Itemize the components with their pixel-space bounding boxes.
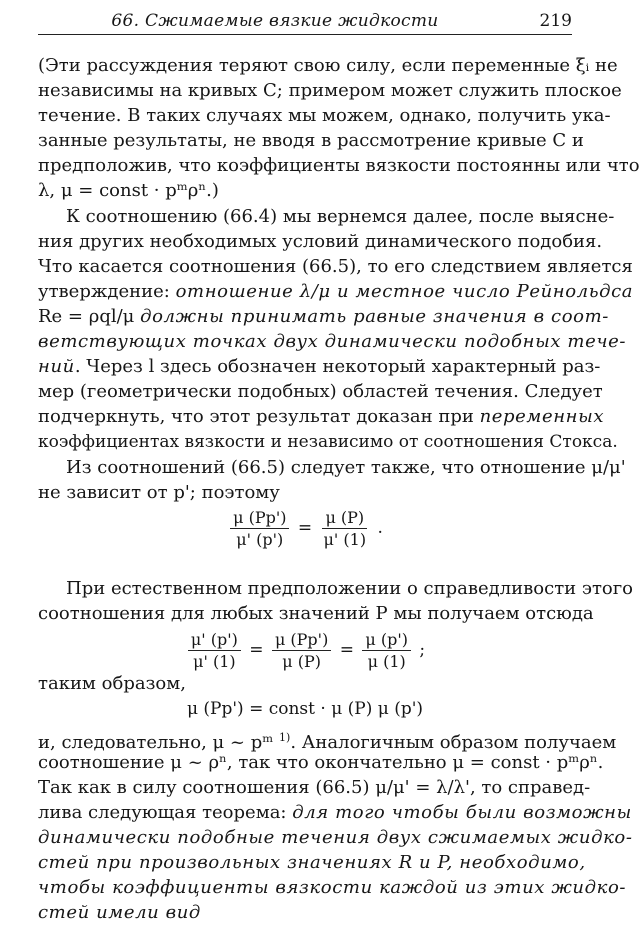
text-span: . Аналогичным образом получаем xyxy=(290,732,617,753)
page-header xyxy=(38,8,572,35)
text-line: занные результаты, не вводя в рассмотрение кривые C и xyxy=(38,130,584,151)
fraction xyxy=(230,508,289,549)
text-span: и, следовательно, μ ~ pᵐ xyxy=(38,732,280,753)
fraction xyxy=(272,630,331,671)
text-span: Re = ρql/μ xyxy=(38,306,141,327)
text-line xyxy=(38,801,632,825)
equation: μ (Pp') = const · μ (P) μ (p') xyxy=(186,699,424,719)
emphasis-text: переменных xyxy=(479,406,605,427)
text-line: К соотношению (66.4) мы вернемся далее, после выясне- xyxy=(66,206,615,227)
equation xyxy=(38,630,572,671)
numerator: μ (p') xyxy=(362,630,411,651)
theorem-text: стей при произвольных значениях R и P, необходимо, xyxy=(38,852,586,873)
numerator: μ (P) xyxy=(322,508,367,529)
equals-sign: = xyxy=(249,640,264,660)
text-line: При естественном предположении о справедливости этого xyxy=(66,578,634,599)
theorem-text: стей имели вид xyxy=(38,902,201,923)
text-line: (Эти рассуждения теряют свою силу, если переменные ξᵢ не xyxy=(38,55,618,76)
punctuation: . xyxy=(377,518,383,538)
page-number: 219 xyxy=(539,11,572,31)
running-head: 66. Сжимаемые вязкие жидкости xyxy=(111,11,439,31)
text-line: Что касается соотношения (66.5), то его следствием является xyxy=(38,256,633,277)
text-line xyxy=(38,405,605,429)
text-span: подчеркнуть, что этот результат доказан при xyxy=(38,406,480,427)
text-line xyxy=(38,305,609,329)
fraction xyxy=(362,630,411,671)
text-line: предположив, что коэффициенты вязкости постоянны или что xyxy=(38,155,640,176)
text-line: независимы на кривых C; примером может служить плоское xyxy=(38,80,622,101)
punctuation: ; xyxy=(419,640,426,660)
text-line: не зависит от p'; поэтому xyxy=(38,482,280,503)
text-line xyxy=(38,280,634,304)
theorem-text: динамически подобные течения двух сжимаемых жидко- xyxy=(38,827,633,848)
equals-sign: = xyxy=(339,640,354,660)
text-line: мер (геометрически подобных) областей течения. Следует xyxy=(38,381,603,402)
fraction xyxy=(321,508,370,549)
fraction xyxy=(188,630,241,671)
equation xyxy=(38,508,572,549)
denominator: μ' (1) xyxy=(323,530,367,549)
numerator: μ (Pp') xyxy=(230,508,289,529)
denominator: μ (P) xyxy=(282,652,321,671)
theorem-text: отношение λ/μ и местное число Рейнольдса xyxy=(175,281,634,302)
theorem-text: ветствующих точках двух динамически подобных тече- xyxy=(38,331,627,352)
text-line: течение. В таких случаях мы можем, однако, получить ука- xyxy=(38,105,611,126)
footnote-ref: 1) xyxy=(279,731,291,744)
text-line xyxy=(38,726,617,753)
theorem-text: для того чтобы были возможны xyxy=(292,802,632,823)
text-line: соотношения для любых значений P мы получаем отсюда xyxy=(38,603,594,624)
theorem-text: ний xyxy=(38,356,75,377)
theorem-text: должны принимать равные значения в соот- xyxy=(140,306,609,327)
text-span: утверждение: xyxy=(38,281,176,302)
denominator: μ' (1) xyxy=(193,652,236,671)
text-span: . Через l здесь обозначен некоторый характерный раз- xyxy=(74,356,601,377)
text-line: соотношение μ ~ ρⁿ, так что окончательно μ = const · pᵐρⁿ. xyxy=(38,752,604,773)
text-line: λ, μ = const · pᵐρⁿ.) xyxy=(38,180,219,201)
text-line: Из соотношений (66.5) следует также, что отношение μ/μ' xyxy=(66,457,626,478)
text-line: Так как в силу соотношения (66.5) μ/μ' = λ/λ', то справед- xyxy=(38,777,591,798)
text-line: коэффициентах вязкости и независимо от соотношения Стокса. xyxy=(38,432,618,452)
text-line xyxy=(38,355,601,379)
text-line: таким образом, xyxy=(38,673,186,694)
numerator: μ (Pp') xyxy=(272,630,331,651)
numerator: μ' (p') xyxy=(188,630,241,651)
equals-sign: = xyxy=(297,518,313,538)
theorem-text: чтобы коэффициенты вязкости каждой из этих жидко- xyxy=(38,877,627,898)
denominator: μ' (p') xyxy=(236,530,284,549)
text-line: ния других необходимых условий динамического подобия. xyxy=(38,231,603,252)
denominator: μ (1) xyxy=(367,652,406,671)
text-span: лива следующая теорема: xyxy=(38,802,293,823)
